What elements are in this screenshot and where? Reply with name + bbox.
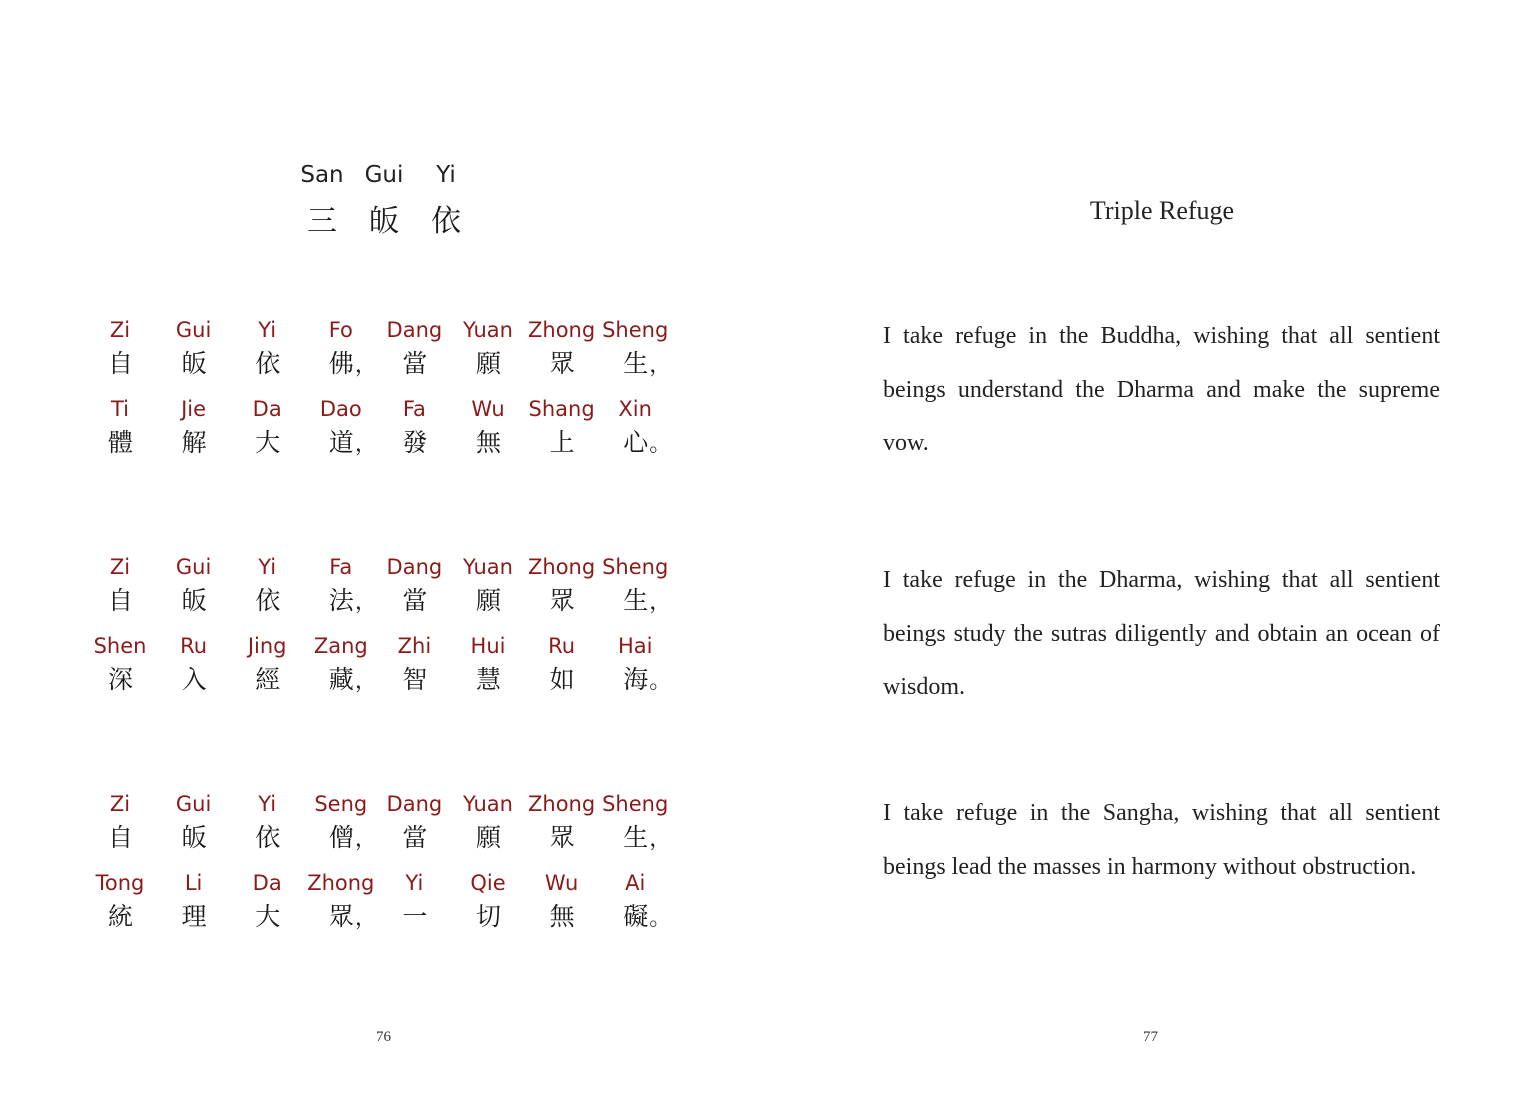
hanzi-text: 大: [255, 902, 281, 931]
hanzi-text: 依: [255, 823, 281, 852]
syllable: [231, 555, 303, 625]
hanzi-text: 自: [108, 349, 134, 378]
verse-line: [84, 318, 684, 388]
right-page: [768, 0, 1536, 1114]
hanzi-text: 當: [402, 349, 428, 378]
hanzi-character: [550, 423, 576, 459]
hanzi-text: 僧: [328, 823, 354, 852]
punctuation: 。: [649, 906, 672, 931]
syllable: [84, 397, 156, 467]
verse-line: [84, 792, 684, 862]
hanzi-character: [329, 818, 377, 854]
pinyin-label: Hai: [617, 634, 653, 658]
pinyin-label: Yi: [258, 792, 277, 816]
page-number-left: 76: [376, 1029, 391, 1045]
hanzi-text: 願: [476, 823, 502, 852]
pinyin-label: Zhi: [397, 634, 432, 658]
pinyin-label: Zi: [109, 555, 131, 579]
pinyin-label: Sheng: [602, 555, 669, 579]
hanzi-character: [108, 581, 134, 617]
pinyin-label: Wu: [544, 871, 579, 895]
pinyin-label: Sheng: [602, 792, 669, 816]
syllable: [84, 318, 156, 388]
hanzi-text: 大: [255, 428, 281, 457]
syllable: [84, 555, 156, 625]
pinyin-label: Xin: [618, 397, 652, 421]
hanzi-text: 無: [476, 428, 502, 457]
pinyin-label: Yuan: [463, 318, 513, 342]
hanzi-character: [329, 581, 377, 617]
hanzi-text: 統: [108, 902, 134, 931]
hanzi-character: [255, 897, 281, 933]
hanzi-character: [476, 660, 502, 696]
hanzi-text: 依: [255, 349, 281, 378]
hanzi-character: [402, 344, 428, 380]
hanzi-text: 體: [108, 428, 134, 457]
syllable: [599, 871, 671, 941]
hanzi-character: [402, 818, 428, 854]
hanzi-text: 智: [402, 665, 428, 694]
hanzi-text: 入: [181, 665, 207, 694]
hanzi-character: [550, 660, 576, 696]
pinyin-label: Seng: [314, 792, 368, 816]
syllable: [378, 318, 450, 388]
syllable: [84, 871, 156, 941]
pinyin-label: Fa: [329, 555, 353, 579]
syllable: [84, 792, 156, 862]
syllable: [526, 792, 598, 862]
pinyin-label: Zang: [313, 634, 368, 658]
hanzi-text: 皈: [181, 823, 207, 852]
syllable: [378, 634, 450, 704]
hanzi-character: [255, 581, 281, 617]
hanzi-character: [108, 660, 134, 696]
hanzi-character: [476, 897, 502, 933]
syllable: [305, 397, 377, 467]
verse-line: [84, 555, 684, 625]
hanzi-text: 願: [476, 349, 502, 378]
hanzi-character: [550, 581, 576, 617]
hanzi-text: 法: [328, 586, 354, 615]
punctuation: 。: [649, 669, 672, 694]
pinyin-label: Zhong: [528, 318, 596, 342]
pinyin-label: Li: [184, 871, 203, 895]
syllable: [599, 792, 671, 862]
pinyin-label: Yi: [258, 318, 277, 342]
pinyin-label: Yuan: [463, 792, 513, 816]
pinyin-label: Dao: [319, 397, 362, 421]
syllable: [378, 555, 450, 625]
pinyin-label: Wu: [471, 397, 505, 421]
hanzi-character: [182, 423, 208, 459]
syllable: [599, 555, 671, 625]
hanzi-text: 生: [623, 823, 649, 852]
pinyin-label: Zhong: [528, 555, 596, 579]
hanzi-text: 理: [181, 902, 207, 931]
syllable: [378, 397, 450, 467]
hanzi-character: [402, 660, 428, 696]
hanzi-text: 如: [549, 665, 575, 694]
syllable: [526, 871, 598, 941]
pinyin-label: Dang: [386, 792, 443, 816]
hanzi-text: 願: [476, 586, 502, 615]
hanzi-text: 皈: [181, 349, 207, 378]
hanzi-character: [329, 897, 377, 933]
verse-line: [84, 634, 684, 704]
pinyin-label: Ru: [180, 634, 208, 658]
hanzi-text: 經: [255, 665, 281, 694]
hanzi-character: [329, 660, 377, 696]
hanzi-text: 深: [108, 665, 134, 694]
hanzi-character: [329, 423, 377, 459]
punctuation: ，: [354, 432, 377, 457]
syllable: [452, 871, 524, 941]
hanzi-text: 眾: [328, 902, 354, 931]
punctuation: ，: [354, 590, 377, 615]
hanzi-character: [108, 818, 134, 854]
hanzi-character: [255, 660, 281, 696]
syllable: [158, 871, 230, 941]
pinyin-label: Jing: [247, 634, 287, 658]
syllable: [599, 318, 671, 388]
title-hanzi: 依: [431, 204, 461, 239]
hanzi-character: [255, 818, 281, 854]
page-number-right: 77: [1143, 1029, 1158, 1045]
punctuation: ，: [649, 590, 672, 615]
hanzi-text: 道: [328, 428, 354, 457]
verse-line: [84, 397, 684, 467]
hanzi-character: [182, 344, 208, 380]
pinyin-label: Ti: [110, 397, 130, 421]
syllable: [158, 634, 230, 704]
hanzi-character: [623, 897, 671, 933]
hanzi-character: [623, 423, 671, 459]
syllable: [452, 792, 524, 862]
syllable: [231, 318, 303, 388]
hanzi-character: [550, 344, 576, 380]
hanzi-text: 當: [402, 586, 428, 615]
pinyin-label: Ai: [625, 871, 646, 895]
punctuation: ，: [649, 353, 672, 378]
pinyin-label: Ru: [548, 634, 576, 658]
pinyin-label: Tong: [95, 871, 145, 895]
syllable: [158, 318, 230, 388]
syllable: [452, 634, 524, 704]
hanzi-text: 生: [623, 586, 649, 615]
syllable: [158, 792, 230, 862]
syllable: [526, 397, 598, 467]
pinyin-label: Dang: [386, 318, 443, 342]
hanzi-text: 切: [476, 902, 502, 931]
hanzi-character: [329, 344, 377, 380]
hanzi-character: [402, 581, 428, 617]
hanzi-character: [623, 660, 671, 696]
pinyin-label: Gui: [175, 792, 212, 816]
punctuation: ，: [354, 827, 377, 852]
hanzi-character: [255, 423, 281, 459]
hanzi-text: 當: [402, 823, 428, 852]
verse-line: [84, 871, 684, 941]
hanzi-text: 慧: [476, 665, 502, 694]
punctuation: ，: [354, 669, 377, 694]
syllable: [599, 397, 671, 467]
hanzi-text: 發: [402, 428, 428, 457]
hanzi-character: [182, 660, 208, 696]
hanzi-text: 眾: [549, 349, 575, 378]
syllable: [305, 871, 377, 941]
hanzi-character: [476, 581, 502, 617]
hanzi-text: 自: [108, 586, 134, 615]
hanzi-character: [182, 581, 208, 617]
syllable: [84, 634, 156, 704]
hanzi-text: 無: [549, 902, 575, 931]
hanzi-text: 解: [181, 428, 207, 457]
punctuation: 。: [649, 432, 672, 457]
paragraph-sangha: I take refuge in the Sangha, wishing that all sentient beings lead the masses in harmony without obstruction.: [883, 800, 1440, 880]
hanzi-text: 心: [623, 428, 649, 457]
hanzi-character: [623, 344, 671, 380]
hanzi-character: [108, 897, 134, 933]
syllable: [599, 634, 671, 704]
syllable: [526, 634, 598, 704]
hanzi-text: 一: [402, 902, 428, 931]
syllable: [526, 318, 598, 388]
syllable: [305, 318, 377, 388]
syllable: [305, 634, 377, 704]
syllable: [231, 792, 303, 862]
syllable: [158, 555, 230, 625]
title-hanzi: 皈: [369, 204, 399, 239]
hanzi-text: 藏: [328, 665, 354, 694]
pinyin-label: Yuan: [463, 555, 513, 579]
pinyin-label: Jie: [181, 397, 207, 421]
hanzi-text: 生: [623, 349, 649, 378]
pinyin-label: Dang: [386, 555, 443, 579]
hanzi-character: [182, 897, 208, 933]
hanzi-character: [623, 581, 671, 617]
syllable: [231, 397, 303, 467]
punctuation: ，: [649, 827, 672, 852]
syllable: [452, 555, 524, 625]
paragraph-dharma: I take refuge in the Dharma, wishing that all sentient beings study the sutras diligently and obtain an ocean of wisdom.: [883, 567, 1440, 700]
punctuation: ，: [354, 353, 377, 378]
syllable: [526, 555, 598, 625]
syllable: [158, 397, 230, 467]
hanzi-character: [182, 818, 208, 854]
syllable: [305, 792, 377, 862]
title-pinyin: Gui: [364, 162, 404, 188]
hanzi-character: [550, 818, 576, 854]
paragraph-buddha: I take refuge in the Buddha, wishing that all sentient beings understand the Dharma and make the supreme vow.: [883, 323, 1440, 456]
hanzi-text: 海: [623, 665, 649, 694]
title-pinyin: Yi: [436, 162, 456, 188]
pinyin-label: Shang: [528, 397, 595, 421]
hanzi-text: 佛: [328, 349, 354, 378]
punctuation: ，: [354, 906, 377, 931]
pinyin-label: Yi: [405, 871, 424, 895]
title-pinyin: San: [300, 162, 344, 188]
title-hanzi: 三: [307, 204, 337, 239]
pinyin-label: Fa: [402, 397, 426, 421]
hanzi-text: 上: [549, 428, 575, 457]
pinyin-label: Hui: [470, 634, 506, 658]
hanzi-text: 自: [108, 823, 134, 852]
pinyin-label: Yi: [258, 555, 277, 579]
syllable: [452, 397, 524, 467]
pinyin-label: Qie: [470, 871, 506, 895]
pinyin-label: Da: [252, 397, 282, 421]
pinyin-label: Shen: [93, 634, 147, 658]
pinyin-label: Zi: [109, 318, 131, 342]
pinyin-label: Gui: [175, 318, 212, 342]
pinyin-label: Gui: [175, 555, 212, 579]
hanzi-character: [402, 897, 428, 933]
hanzi-text: 眾: [549, 586, 575, 615]
syllable: [378, 792, 450, 862]
hanzi-character: [550, 897, 576, 933]
hanzi-character: [476, 344, 502, 380]
syllable: [231, 634, 303, 704]
hanzi-text: 依: [255, 586, 281, 615]
hanzi-character: [476, 818, 502, 854]
syllable: [452, 318, 524, 388]
pinyin-label: Zhong: [528, 792, 596, 816]
pinyin-label: Zi: [109, 792, 131, 816]
pinyin-label: Zhong: [307, 871, 375, 895]
pinyin-label: Sheng: [602, 318, 669, 342]
hanzi-text: 礙: [623, 902, 649, 931]
hanzi-character: [255, 344, 281, 380]
hanzi-text: 眾: [549, 823, 575, 852]
page-title: Triple Refuge: [1089, 196, 1235, 225]
pinyin-label: Da: [252, 871, 282, 895]
syllable: [305, 555, 377, 625]
pinyin-label: Fo: [328, 318, 353, 342]
hanzi-character: [108, 344, 134, 380]
hanzi-character: [476, 423, 502, 459]
hanzi-character: [402, 423, 428, 459]
syllable: [378, 871, 450, 941]
syllable: [231, 871, 303, 941]
hanzi-text: 皈: [181, 586, 207, 615]
hanzi-character: [623, 818, 671, 854]
hanzi-character: [108, 423, 134, 459]
